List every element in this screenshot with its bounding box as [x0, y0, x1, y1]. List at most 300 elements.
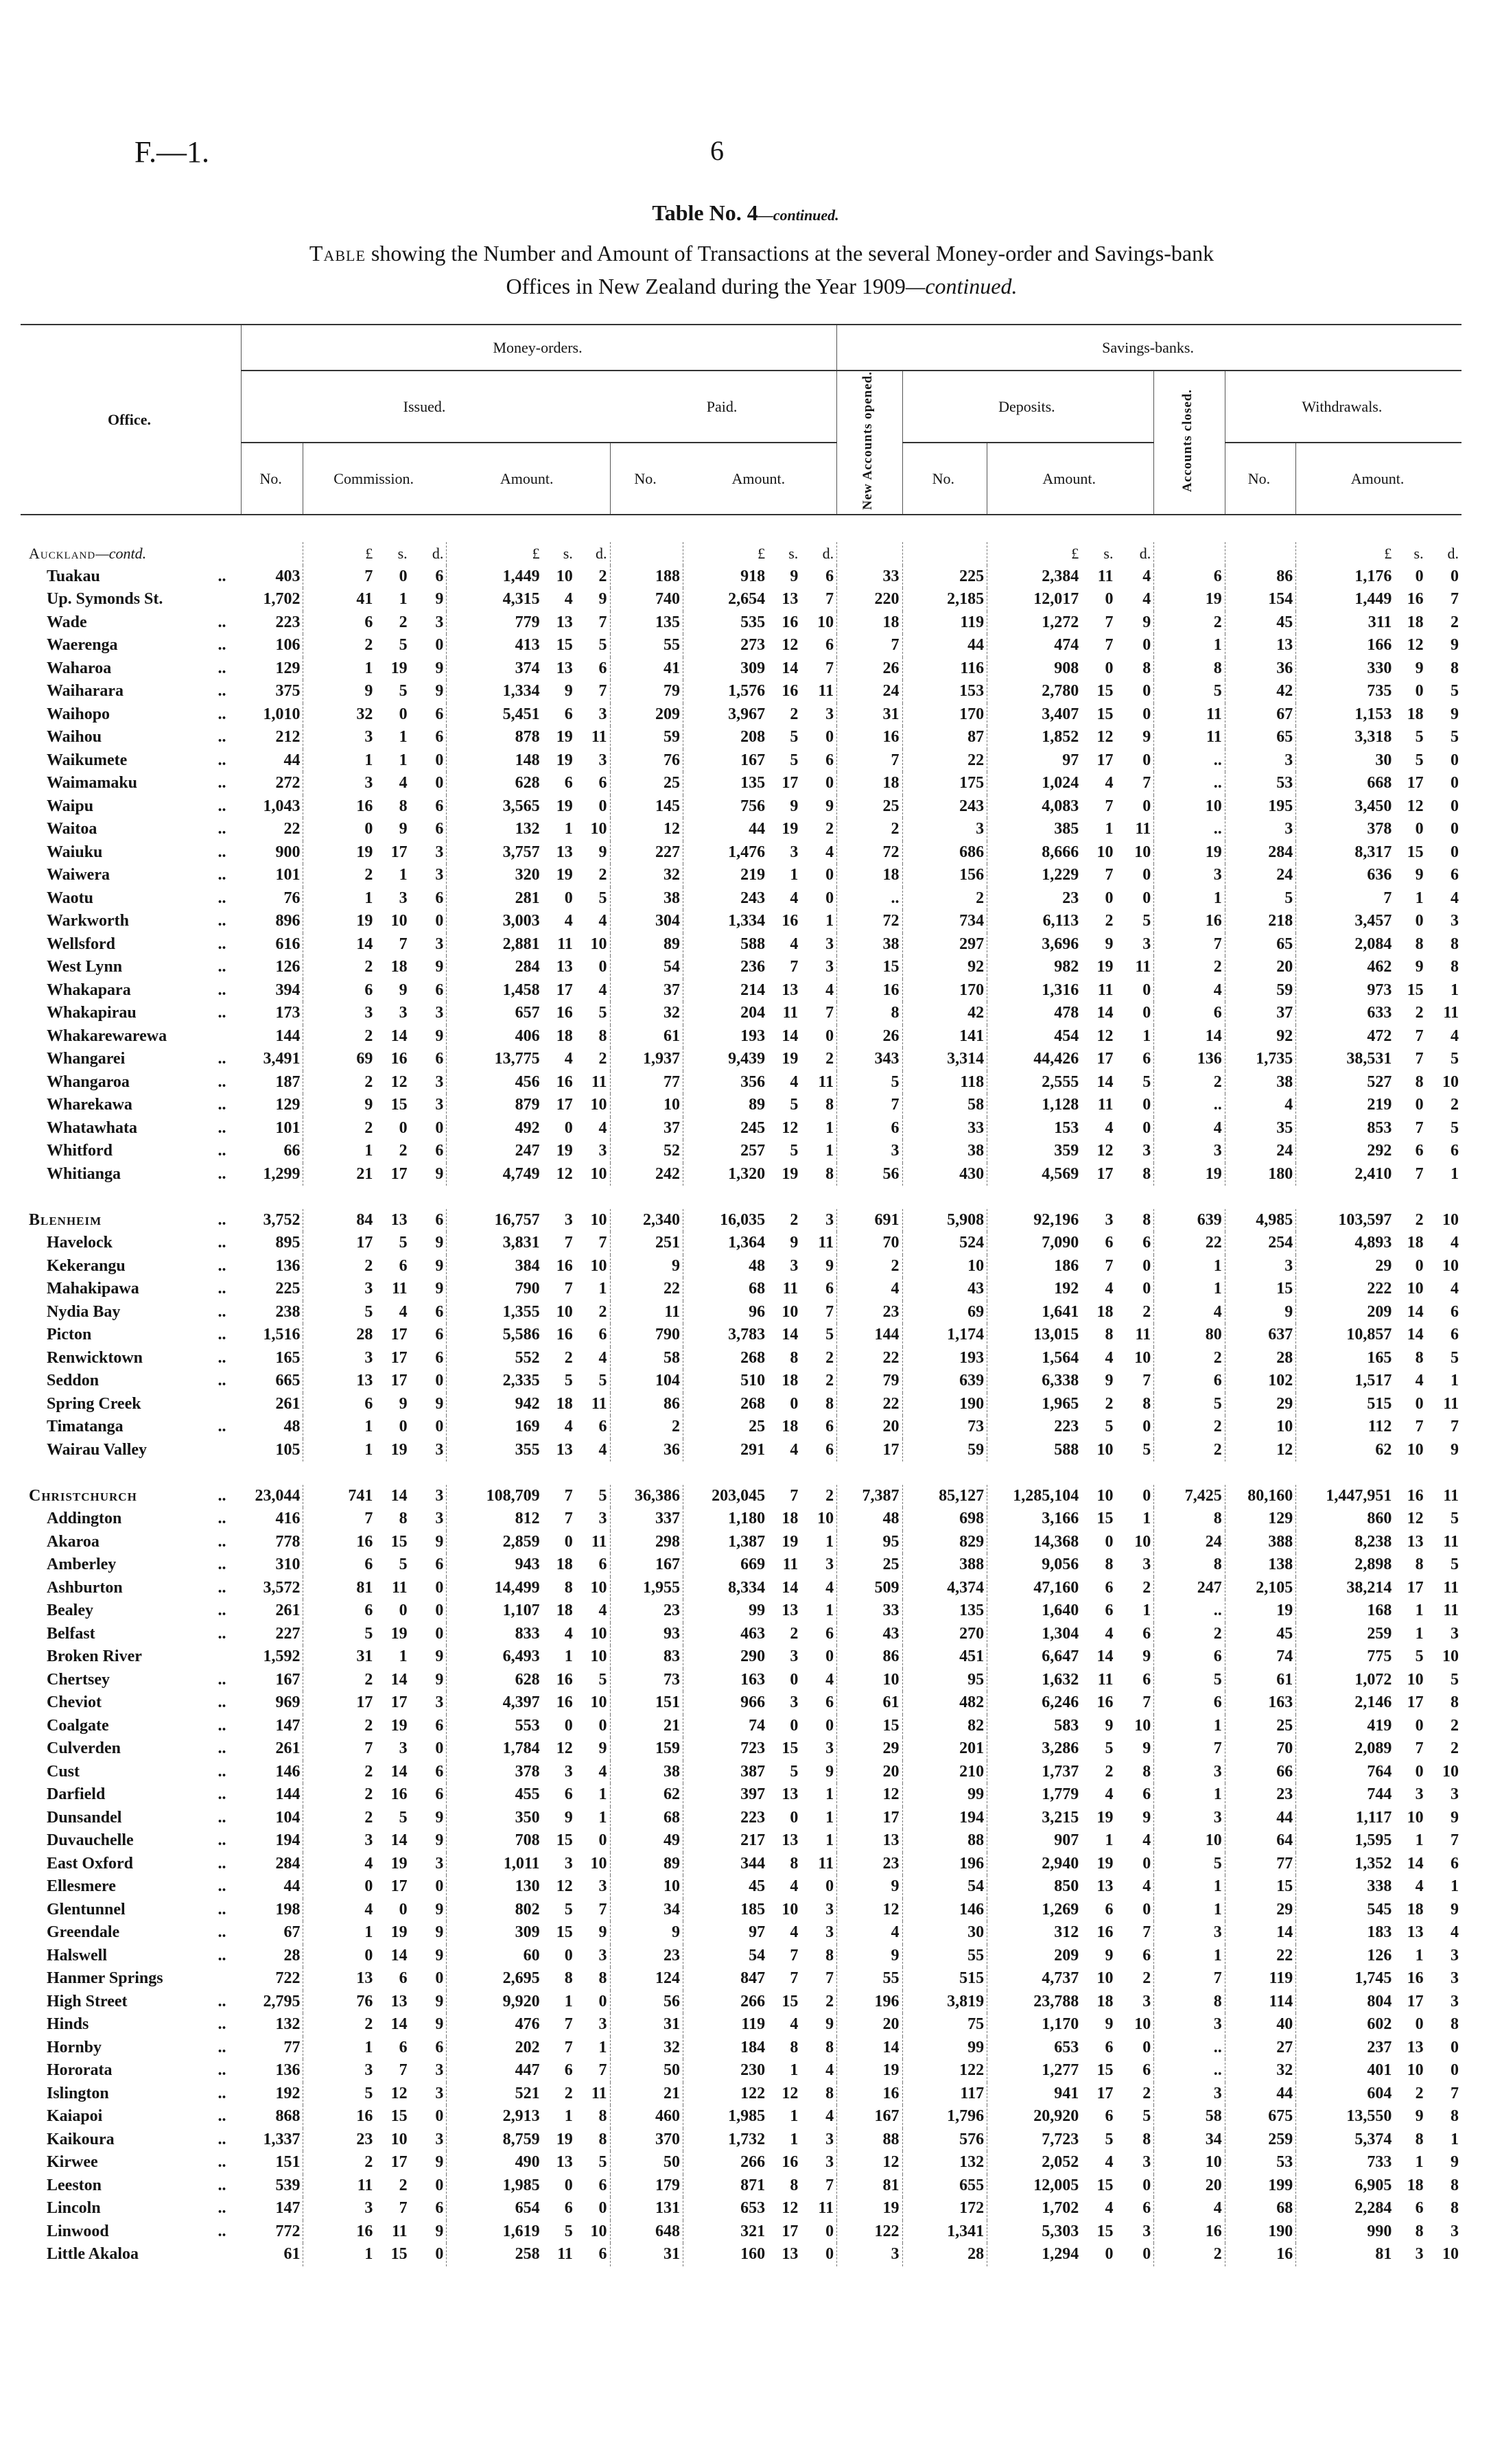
cell-paid-no: 9	[610, 1255, 683, 1278]
office-label: Kirwee	[47, 2153, 98, 2172]
cell-issued-amount-pounds: 13,775	[494, 1050, 540, 1068]
cell-accounts-closed: 7	[1154, 1967, 1225, 1991]
cell-issued-amount-shillings: 17	[556, 1096, 573, 1114]
cell-withdrawals-amount-shillings: 10	[1407, 2061, 1424, 2080]
cell-paid-amount-shillings: 8	[790, 2176, 799, 2194]
cell-new-accounts: 88	[837, 2128, 902, 2152]
cell-deposits-no: 194	[902, 1807, 987, 1830]
cell-paid-amount-shillings: 14	[782, 659, 799, 677]
cell-deposits-amount-shillings: 12	[1096, 728, 1114, 747]
cell-deposits-no: 698	[902, 1507, 987, 1531]
cell-commission-pence: 6	[410, 2197, 447, 2220]
cell-accounts-closed: 3	[1154, 2082, 1225, 2106]
office-name	[21, 887, 242, 911]
cell-issued-amount-pence: 5	[576, 1370, 610, 1393]
cell-paid-amount-pence: 1	[801, 1531, 836, 1554]
leader-dots: ..	[218, 1210, 226, 1229]
cell-accounts-closed: 11	[1154, 703, 1225, 727]
header-office: Office.	[21, 325, 242, 515]
office-label: Ashburton	[47, 1578, 123, 1597]
cell-paid-no: 337	[610, 1507, 683, 1531]
cell-paid-amount-shillings: 2	[790, 1624, 799, 1643]
cell-withdrawals-no: 284	[1225, 841, 1295, 865]
cell-commission-shillings: 9	[399, 981, 408, 999]
cell-issued-amount-pence: 5	[576, 2151, 610, 2174]
cell-withdrawals-no: 68	[1225, 2197, 1295, 2220]
cell-withdrawals-amount-shillings: 4	[1415, 1877, 1424, 1896]
cell-deposits-amount-pence: 11	[1116, 1324, 1153, 1347]
office-name	[21, 588, 242, 611]
cell-paid-amount-pence: 2	[801, 1347, 836, 1370]
cell-deposits-amount-shillings: 16	[1096, 1923, 1114, 1942]
cell-issued-amount-pounds: 1,784	[502, 1739, 540, 1758]
cell-issued-amount-pence: 6	[576, 2174, 610, 2198]
cell-commission-pounds: 11	[357, 2176, 373, 2194]
cell-paid-amount-shillings: s.	[788, 545, 799, 563]
cell-paid-no: 68	[610, 1807, 683, 1830]
table-row	[21, 1899, 1461, 1922]
cell-paid-amount-pounds: 119	[741, 2015, 766, 2034]
cell-paid-amount-pounds: 2,654	[728, 590, 766, 609]
cell-commission-shillings: 15	[390, 1532, 408, 1551]
cell-withdrawals-amount-pence: 5	[1451, 1670, 1459, 1689]
cell-commission-pence: 9	[410, 1393, 447, 1416]
cell-paid-no: 460	[610, 2105, 683, 2128]
cell-paid-amount-shillings: 16	[782, 912, 799, 930]
cell-issued-no: 375	[242, 680, 303, 703]
cell-issued-amount-pence: 10	[576, 2220, 610, 2244]
cell-issued-amount-pence: 7	[576, 1899, 610, 1922]
cell-paid-amount-shillings: 4	[790, 2015, 799, 2034]
section-title: Blenheim	[29, 1210, 102, 1229]
cell-issued-amount-shillings: 7	[564, 2038, 573, 2056]
cell-commission-pounds: 1	[364, 1923, 373, 1942]
cell-paid-amount-pence: 0	[801, 887, 836, 911]
cell-deposits-amount-shillings: 14	[1096, 1004, 1114, 1022]
cell-withdrawals-amount-pounds: 311	[1367, 613, 1392, 631]
cell-issued-no: 23,044	[242, 1485, 303, 1508]
office-label: Whitford	[47, 1142, 113, 1160]
cell-withdrawals-no: 3	[1225, 818, 1295, 841]
office-name	[21, 1048, 242, 1071]
cell-deposits-amount-pounds: 8,666	[1042, 843, 1079, 861]
cell-issued-amount-pounds: 4,315	[502, 590, 540, 609]
cell-issued-amount-pounds: 833	[515, 1624, 540, 1643]
cell-withdrawals-amount-pounds: 1,745	[1354, 1969, 1392, 1988]
cell-commission-pence: 6	[410, 1209, 447, 1232]
cell-deposits-no: 132	[902, 2151, 987, 2174]
cell-issued-amount-shillings: 6	[564, 774, 573, 793]
cell-commission-pence: 3	[410, 1094, 447, 1117]
cell-deposits-amount-pounds: 4,083	[1042, 797, 1079, 815]
cell-withdrawals-no: 23	[1225, 1783, 1295, 1807]
cell-withdrawals-amount-pence: 0	[1451, 843, 1459, 861]
cell-issued-amount-shillings: 9	[564, 682, 573, 701]
cell-withdrawals-no: 38	[1225, 1071, 1295, 1094]
cell-withdrawals-amount-shillings: 0	[1415, 2015, 1424, 2034]
cell-withdrawals-no: 388	[1225, 1531, 1295, 1554]
cell-deposits-amount-shillings: 2	[1105, 1394, 1114, 1413]
cell-paid-no: 1,937	[610, 1048, 683, 1071]
cell-paid-amount-shillings: 1	[790, 2130, 799, 2148]
cell-paid-no: 32	[610, 1002, 683, 1025]
cell-deposits-amount-pounds: £	[1071, 545, 1079, 563]
cell-commission-pence: 6	[410, 1715, 447, 1738]
cell-issued-amount-shillings: 19	[556, 1142, 573, 1160]
cell-commission-pounds: 3	[364, 1280, 373, 1298]
cell-withdrawals-no: 66	[1225, 1761, 1295, 1784]
cell-commission-pence: 6	[410, 1553, 447, 1577]
office-name	[21, 956, 242, 979]
office-name	[21, 1853, 242, 1876]
table-row	[21, 1071, 1461, 1094]
table-row	[21, 1945, 1461, 1968]
cell-paid-amount-pence: 5	[801, 1324, 836, 1347]
leader-dots: ..	[218, 1348, 226, 1367]
cell-commission-shillings: 11	[391, 1280, 408, 1298]
cell-withdrawals-amount-shillings: 7	[1415, 1026, 1424, 1045]
leader-dots: ..	[218, 1992, 226, 2010]
cell-deposits-amount-pounds: 907	[1054, 1831, 1079, 1850]
cell-commission-pounds: 1	[364, 1440, 373, 1459]
cell-deposits-amount-pence: 1	[1116, 1599, 1153, 1623]
cell-deposits-amount-shillings: 15	[1096, 682, 1114, 701]
office-name	[21, 1025, 242, 1048]
table-row	[21, 910, 1461, 933]
cell-issued-amount-pence: 8	[576, 1967, 610, 1991]
cell-withdrawals-amount-pounds: 515	[1367, 1394, 1392, 1413]
cell-paid-amount-pence: 3	[801, 2128, 836, 2152]
cell-paid-amount-pounds: 268	[740, 1394, 766, 1413]
cell-accounts-closed: 1	[1154, 634, 1225, 657]
cell-commission-pounds: 7	[364, 567, 373, 585]
cell-issued-no: 1,043	[242, 795, 303, 819]
cell-withdrawals-no: 24	[1225, 1140, 1295, 1163]
cell-commission-shillings: 14	[390, 1670, 408, 1689]
office-label: Waihopo	[47, 705, 110, 723]
cell-deposits-amount-pence: 0	[1116, 2174, 1153, 2198]
cell-new-accounts: 7	[837, 634, 902, 657]
cell-new-accounts: 26	[837, 657, 902, 681]
cell-deposits-amount-pence: 8	[1116, 1163, 1153, 1186]
table-row	[21, 1140, 1461, 1163]
cell-withdrawals-amount-pence: d.	[1447, 545, 1459, 563]
cell-new-accounts: 4	[837, 1921, 902, 1945]
office-name	[21, 1967, 242, 1991]
cell-withdrawals-no: 14	[1225, 1921, 1295, 1945]
cell-commission-pence: 6	[410, 795, 447, 819]
cell-commission-shillings: 0	[399, 567, 408, 585]
cell-paid-amount-pounds: 245	[740, 1118, 766, 1137]
cell-accounts-closed: 4	[1154, 1117, 1225, 1140]
cell-withdrawals-amount-shillings: 10	[1407, 1280, 1424, 1298]
office-name	[21, 1623, 242, 1646]
cell-new-accounts: 2	[837, 818, 902, 841]
cell-issued-amount-pounds: 384	[515, 1256, 540, 1275]
leader-dots: ..	[218, 1118, 226, 1137]
cell-withdrawals-amount-pence: 7	[1451, 1831, 1459, 1850]
cell-commission-pence: 0	[410, 1967, 447, 1991]
cell-issued-no: 227	[242, 1623, 303, 1646]
cell-deposits-amount-pence: 0	[1116, 979, 1153, 1002]
cell-deposits-amount-pounds: 3,407	[1042, 705, 1079, 723]
table-row	[21, 1232, 1461, 1255]
cell-withdrawals-amount-pence: 0	[1451, 2038, 1459, 2056]
office-label: East Oxford	[47, 1854, 133, 1873]
office-name	[21, 841, 242, 865]
cell-paid-no: 167	[610, 1553, 683, 1577]
cell-issued-amount-pence: 11	[576, 1393, 610, 1416]
cell-commission-shillings: 17	[390, 1372, 408, 1390]
cell-issued-no: 151	[242, 2151, 303, 2174]
cell-withdrawals-amount-pounds: 112	[1367, 1418, 1392, 1436]
office-label: Cust	[47, 1762, 80, 1781]
cell-paid-no: 54	[610, 956, 683, 979]
cell-deposits-no: 3	[902, 818, 987, 841]
cell-issued-amount-pounds: 374	[515, 659, 540, 677]
cell-commission-pounds: 6	[364, 613, 373, 631]
cell-deposits-no: 92	[902, 956, 987, 979]
cell-accounts-closed: 2	[1154, 1623, 1225, 1646]
cell-issued-amount-pence: 4	[576, 910, 610, 933]
cell-commission-pounds: 2	[364, 2153, 373, 2172]
cell-withdrawals-amount-pence: 2	[1451, 1716, 1459, 1735]
cell-issued-no	[242, 542, 303, 565]
cell-issued-amount-pounds: 1,985	[502, 2176, 540, 2194]
cell-deposits-amount-pence: 6	[1116, 1048, 1153, 1071]
cell-deposits-no: 82	[902, 1715, 987, 1738]
cell-issued-amount-pounds: 879	[515, 1096, 540, 1114]
cell-withdrawals-amount-pounds: 602	[1367, 2015, 1392, 2034]
cell-issued-amount-pounds: 790	[515, 1280, 540, 1298]
cell-issued-amount-pounds: 281	[515, 889, 540, 907]
header-issued-amount: Amount.	[500, 469, 554, 487]
cell-withdrawals-amount-shillings: 14	[1407, 1854, 1424, 1873]
cell-issued-amount-pence: 11	[576, 726, 610, 749]
cell-issued-amount-pounds: 447	[515, 2061, 540, 2080]
cell-deposits-no: 33	[902, 1117, 987, 1140]
cell-withdrawals-no: 53	[1225, 772, 1295, 795]
cell-issued-amount-shillings: s.	[563, 545, 573, 563]
cell-deposits-amount-pence: 10	[1116, 2013, 1153, 2037]
cell-paid-amount-pounds: 89	[749, 1096, 766, 1114]
cell-deposits-amount-shillings: 1	[1105, 1831, 1114, 1850]
cell-issued-amount-shillings: 8	[564, 1969, 573, 1988]
cell-issued-amount-pence: 4	[576, 1117, 610, 1140]
cell-deposits-amount-shillings: 11	[1097, 981, 1114, 999]
cell-new-accounts: 691	[837, 1209, 902, 1232]
office-label: Kaikoura	[47, 2130, 115, 2148]
cell-deposits-amount-shillings: 17	[1096, 1050, 1114, 1068]
cell-paid-amount-pounds: 243	[740, 889, 766, 907]
cell-paid-amount-shillings: 10	[782, 1900, 799, 1919]
cell-commission-pounds: 32	[356, 705, 373, 723]
cell-commission-pounds: 5	[364, 1624, 373, 1643]
cell-deposits-amount-shillings: 11	[1097, 1096, 1114, 1114]
table-row	[21, 1278, 1461, 1301]
cell-issued-amount-pence: 10	[576, 1577, 610, 1600]
cell-paid-amount-shillings: 18	[782, 1510, 799, 1528]
cell-issued-no: 187	[242, 1071, 303, 1094]
cell-issued-amount-pounds: 1,011	[503, 1854, 540, 1873]
cell-paid-amount-pounds: 185	[740, 1900, 766, 1919]
cell-paid-amount-pounds: 48	[749, 1256, 766, 1275]
cell-commission-pounds: 3	[364, 774, 373, 793]
cell-issued-amount-shillings: 11	[557, 2245, 573, 2264]
cell-withdrawals-amount-pounds: 2,089	[1354, 1739, 1392, 1758]
cell-issued-amount-shillings: 7	[564, 1280, 573, 1298]
cell-paid-amount-pounds: 3,967	[728, 705, 766, 723]
cell-issued-amount-shillings: 7	[564, 2015, 573, 2034]
cell-withdrawals-amount-pence: 11	[1443, 1486, 1459, 1505]
cell-paid-amount-pence: 2	[801, 1485, 836, 1508]
cell-issued-amount-pounds: 355	[515, 1440, 540, 1459]
cell-withdrawals-no: 45	[1225, 611, 1295, 635]
cell-paid-no: 89	[610, 933, 683, 957]
cell-new-accounts: 196	[837, 1991, 902, 2014]
cell-paid-amount-pounds: 1,180	[728, 1510, 766, 1528]
cell-issued-amount-pence: 1	[576, 2037, 610, 2060]
cell-paid-amount-pence: 3	[801, 1209, 836, 1232]
leader-dots: ..	[218, 613, 226, 631]
cell-commission-shillings: 5	[399, 636, 408, 655]
cell-paid-no: 10	[610, 1094, 683, 1117]
cell-deposits-amount-pounds: 23,788	[1033, 1992, 1079, 2010]
cell-issued-no: 896	[242, 910, 303, 933]
office-name	[21, 1737, 242, 1761]
cell-withdrawals-amount-pence: 10	[1442, 1256, 1459, 1275]
cell-withdrawals-amount-pence: 6	[1451, 1854, 1459, 1873]
leader-dots: ..	[218, 1808, 226, 1827]
cell-new-accounts: 43	[837, 1623, 902, 1646]
cell-paid-amount-pence: 0	[801, 772, 836, 795]
table-title	[0, 200, 1491, 226]
cell-issued-amount-pounds: 476	[515, 2015, 540, 2034]
header-issued: Issued.	[242, 371, 611, 443]
cell-commission-pence: 3	[410, 841, 447, 865]
cell-issued-no: 167	[242, 1669, 303, 1692]
cell-deposits-no: 141	[902, 1025, 987, 1048]
cell-paid-no: 188	[610, 565, 683, 589]
cell-accounts-closed: 2	[1154, 611, 1225, 635]
cell-deposits-amount-pence: 10	[1116, 841, 1153, 865]
office-label: Timatanga	[47, 1418, 124, 1436]
table-row	[21, 1025, 1461, 1048]
cell-paid-amount-pounds: 204	[740, 1004, 766, 1022]
header-savings-banks: Savings-banks.	[837, 325, 1461, 371]
cell-paid-amount-shillings: 5	[790, 751, 799, 769]
cell-issued-amount-pence: 11	[576, 1531, 610, 1554]
cell-paid-no: 73	[610, 1669, 683, 1692]
cell-commission-shillings: 17	[390, 1326, 408, 1344]
cell-withdrawals-amount-pounds: 2,084	[1354, 935, 1392, 953]
cell-commission-pence: 6	[410, 1783, 447, 1807]
cell-commission-pence: 9	[410, 1025, 447, 1048]
cell-new-accounts: 25	[837, 1553, 902, 1577]
cell-withdrawals-amount-pounds: 1,072	[1354, 1670, 1392, 1689]
cell-deposits-no: 2	[902, 887, 987, 911]
cell-issued-amount-shillings: 15	[556, 636, 573, 655]
cell-issued-amount-pounds: 202	[515, 2038, 540, 2056]
cell-paid-amount-shillings: 13	[782, 1785, 799, 1804]
cell-issued-amount-pence: 4	[576, 1347, 610, 1370]
cell-deposits-amount-pence: 9	[1116, 1807, 1153, 1830]
cell-accounts-closed: ..	[1154, 772, 1225, 795]
cell-commission-shillings: 6	[399, 2038, 408, 2056]
cell-paid-amount-pounds: 163	[740, 1670, 766, 1689]
cell-accounts-closed: 2	[1154, 1347, 1225, 1370]
table-body	[21, 542, 1461, 2266]
cell-deposits-amount-pounds: 474	[1054, 636, 1079, 655]
cell-paid-amount-pence: 7	[801, 588, 836, 611]
table-row	[21, 1439, 1461, 1462]
cell-deposits-amount-pounds: 2,052	[1042, 2153, 1079, 2172]
cell-deposits-amount-pounds: 588	[1054, 1440, 1079, 1459]
cell-withdrawals-amount-pence: 9	[1451, 636, 1459, 655]
cell-new-accounts: 24	[837, 680, 902, 703]
cell-issued-amount-pence: 0	[576, 1829, 610, 1853]
office-name	[21, 1669, 242, 1692]
cell-issued-amount-pounds: 148	[515, 751, 540, 769]
office-name	[21, 795, 242, 819]
cell-withdrawals-amount-shillings: 5	[1415, 728, 1424, 747]
cell-withdrawals-amount-pence: 6	[1451, 1302, 1459, 1321]
cell-issued-amount-pence: 0	[576, 956, 610, 979]
cell-paid-no: 159	[610, 1737, 683, 1761]
office-label: Whangaroa	[47, 1072, 130, 1091]
cell-deposits-no: 55	[902, 1945, 987, 1968]
cell-new-accounts: 17	[837, 1439, 902, 1462]
leader-dots: ..	[218, 2107, 226, 2126]
cell-paid-no: 242	[610, 1163, 683, 1186]
cell-commission-pence: 6	[410, 1301, 447, 1324]
cell-deposits-amount-pence: 0	[1116, 1255, 1153, 1278]
cell-deposits-amount-pounds: 6,338	[1042, 1372, 1079, 1390]
cell-withdrawals-amount-pounds: 81	[1375, 2245, 1392, 2264]
cell-deposits-no: 118	[902, 1071, 987, 1094]
cell-deposits-no: 73	[902, 1416, 987, 1439]
cell-issued-no: 106	[242, 634, 303, 657]
cell-paid-no: 23	[610, 1945, 683, 1968]
leader-dots: ..	[218, 1900, 226, 1919]
cell-issued-amount-shillings: 5	[564, 2222, 573, 2240]
cell-deposits-no: 243	[902, 795, 987, 819]
cell-deposits-amount-pence: 3	[1116, 933, 1153, 957]
office-name	[21, 1278, 242, 1301]
cell-deposits-amount-shillings: 17	[1096, 751, 1114, 769]
cell-issued-amount-pence: 3	[576, 1507, 610, 1531]
cell-commission-shillings: 0	[399, 1900, 408, 1919]
cell-withdrawals-no: 61	[1225, 1669, 1295, 1692]
cell-paid-amount-shillings: 15	[782, 1739, 799, 1758]
cell-deposits-amount-pence: 8	[1116, 657, 1153, 681]
cell-issued-amount-pounds: 628	[515, 1670, 540, 1689]
cell-new-accounts: 26	[837, 1025, 902, 1048]
cell-issued-amount-pence: 5	[576, 1002, 610, 1025]
leader-dots: ..	[218, 1716, 226, 1735]
cell-commission-pence: 3	[410, 611, 447, 635]
cell-paid-amount-shillings: 4	[790, 889, 799, 907]
cell-issued-amount-shillings: 9	[564, 1808, 573, 1827]
cell-paid-amount-pounds: 8,334	[728, 1578, 766, 1597]
cell-withdrawals-amount-shillings: 16	[1407, 1969, 1424, 1988]
cell-accounts-closed: 8	[1154, 657, 1225, 681]
leader-dots: ..	[218, 1280, 226, 1298]
cell-deposits-amount-pounds: 6,246	[1042, 1693, 1079, 1712]
cell-commission-shillings: 1	[399, 728, 408, 747]
cell-withdrawals-no: 1,735	[1225, 1048, 1295, 1071]
cell-deposits-no: 170	[902, 979, 987, 1002]
